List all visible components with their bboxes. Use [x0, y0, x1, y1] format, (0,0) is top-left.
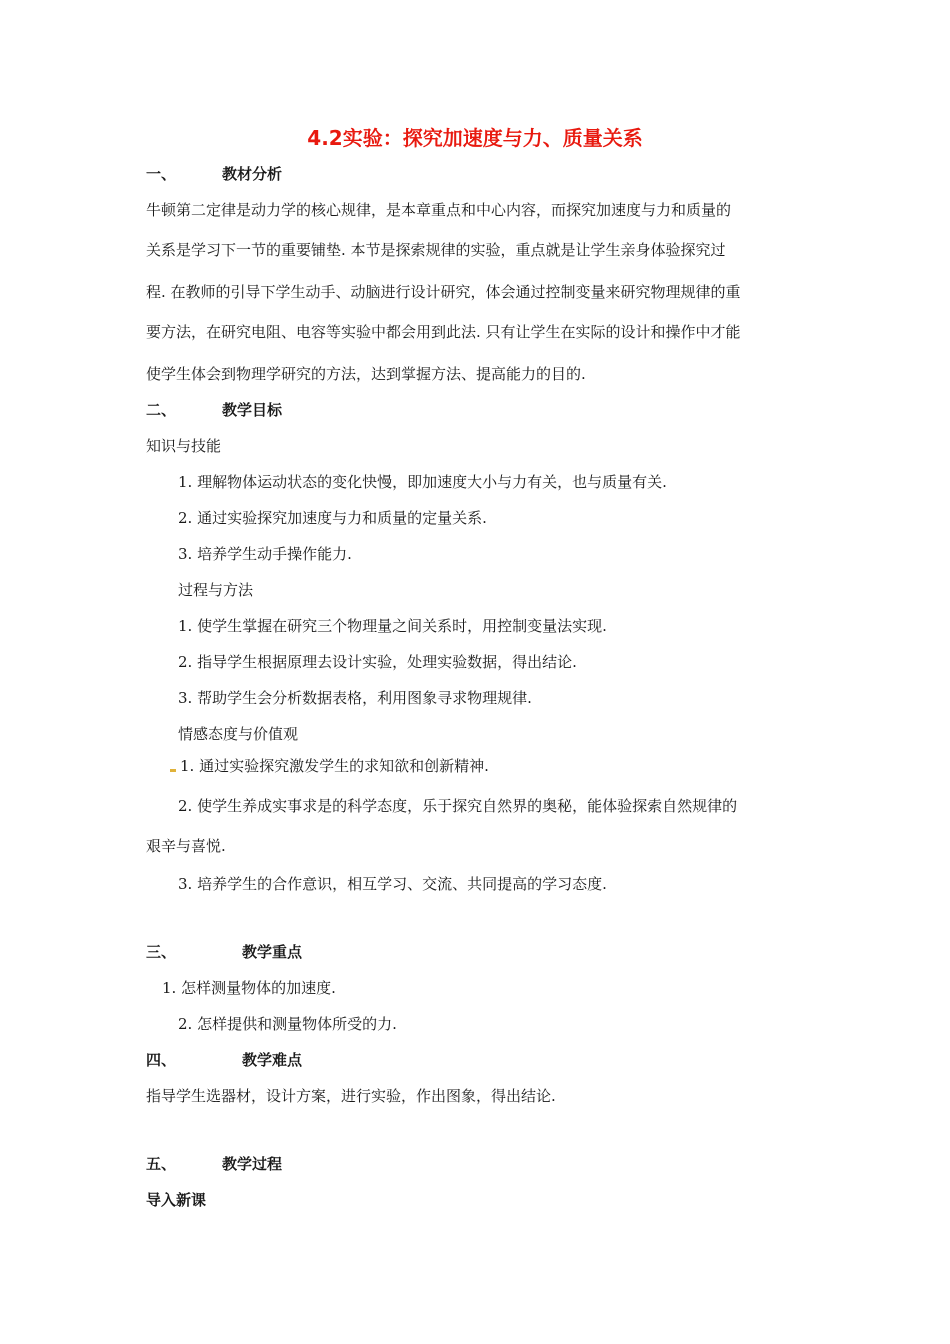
- section-heading-process: [146, 1154, 282, 1174]
- subheading-intro: 导入新课: [146, 1191, 207, 1209]
- document-title: 4.2实验：探究加速度与力、质量关系: [307, 126, 643, 150]
- paragraph-line: 牛顿第二定律是动力学的核心规律，是本章重点和中心内容，而探究加速度与力和质量的: [146, 201, 732, 219]
- section-number: 一、: [146, 165, 177, 183]
- section-heading-key-points: [146, 942, 302, 962]
- paragraph-line: 指导学生选器材，设计方案，进行实验，作出图象，得出结论.: [146, 1087, 556, 1105]
- section-heading-analysis: [146, 164, 282, 184]
- section-heading-difficulty: [146, 1050, 302, 1070]
- section-heading-goals: [146, 400, 282, 420]
- list-item: 1. 使学生掌握在研究三个物理量之间关系时，用控制变量法实现.: [178, 617, 607, 635]
- paragraph-line: 关系是学习下一节的重要铺垫. 本节是探索规律的实验，重点就是让学生亲身体验探究过: [146, 241, 726, 259]
- subheading-emotion: 情感态度与价值观: [178, 725, 299, 743]
- section-label: 教材分析: [222, 165, 283, 183]
- list-item: 2. 指导学生根据原理去设计实验，处理实验数据，得出结论.: [178, 653, 577, 671]
- subheading-process: 过程与方法: [178, 581, 254, 599]
- paragraph-line: 使学生体会到物理学研究的方法，达到掌握方法、提高能力的目的.: [146, 365, 586, 383]
- paragraph-line: 程. 在教师的引导下学生动手、动脑进行设计研究，体会通过控制变量来研究物理规律的重: [146, 283, 741, 301]
- list-item: 3. 培养学生的合作意识，相互学习、交流、共同提高的学习态度.: [178, 875, 607, 893]
- section-label: 教学重点: [242, 943, 303, 961]
- list-item: 1. 通过实验探究激发学生的求知欲和创新精神.: [180, 757, 489, 775]
- section-number: 二、: [146, 401, 177, 419]
- section-number: 五、: [146, 1155, 177, 1173]
- section-label: 教学过程: [222, 1155, 283, 1173]
- list-item: 2. 使学生养成实事求是的科学态度，乐于探究自然界的奥秘，能体验探索自然规律的: [178, 797, 738, 815]
- section-label: 教学难点: [242, 1051, 303, 1069]
- list-item: 3. 培养学生动手操作能力.: [178, 545, 352, 563]
- section-number: 四、: [146, 1051, 177, 1069]
- section-number: 三、: [146, 943, 177, 961]
- list-item: 1. 怎样测量物体的加速度.: [162, 979, 336, 997]
- subheading-knowledge: 知识与技能: [146, 437, 222, 455]
- list-item: 3. 帮助学生会分析数据表格，利用图象寻求物理规律.: [178, 689, 532, 707]
- section-label: 教学目标: [222, 401, 283, 419]
- list-item: 2. 怎样提供和测量物体所受的力.: [178, 1015, 397, 1033]
- list-item: 2. 通过实验探究加速度与力和质量的定量关系.: [178, 509, 487, 527]
- list-item-continuation: 艰辛与喜悦.: [146, 837, 226, 855]
- edit-mark: [170, 769, 176, 772]
- list-item: 1. 理解物体运动状态的变化快慢，即加速度大小与力有关，也与质量有关.: [178, 473, 667, 491]
- paragraph-line: 要方法，在研究电阻、电容等实验中都会用到此法. 只有让学生在实际的设计和操作中才能: [146, 323, 741, 341]
